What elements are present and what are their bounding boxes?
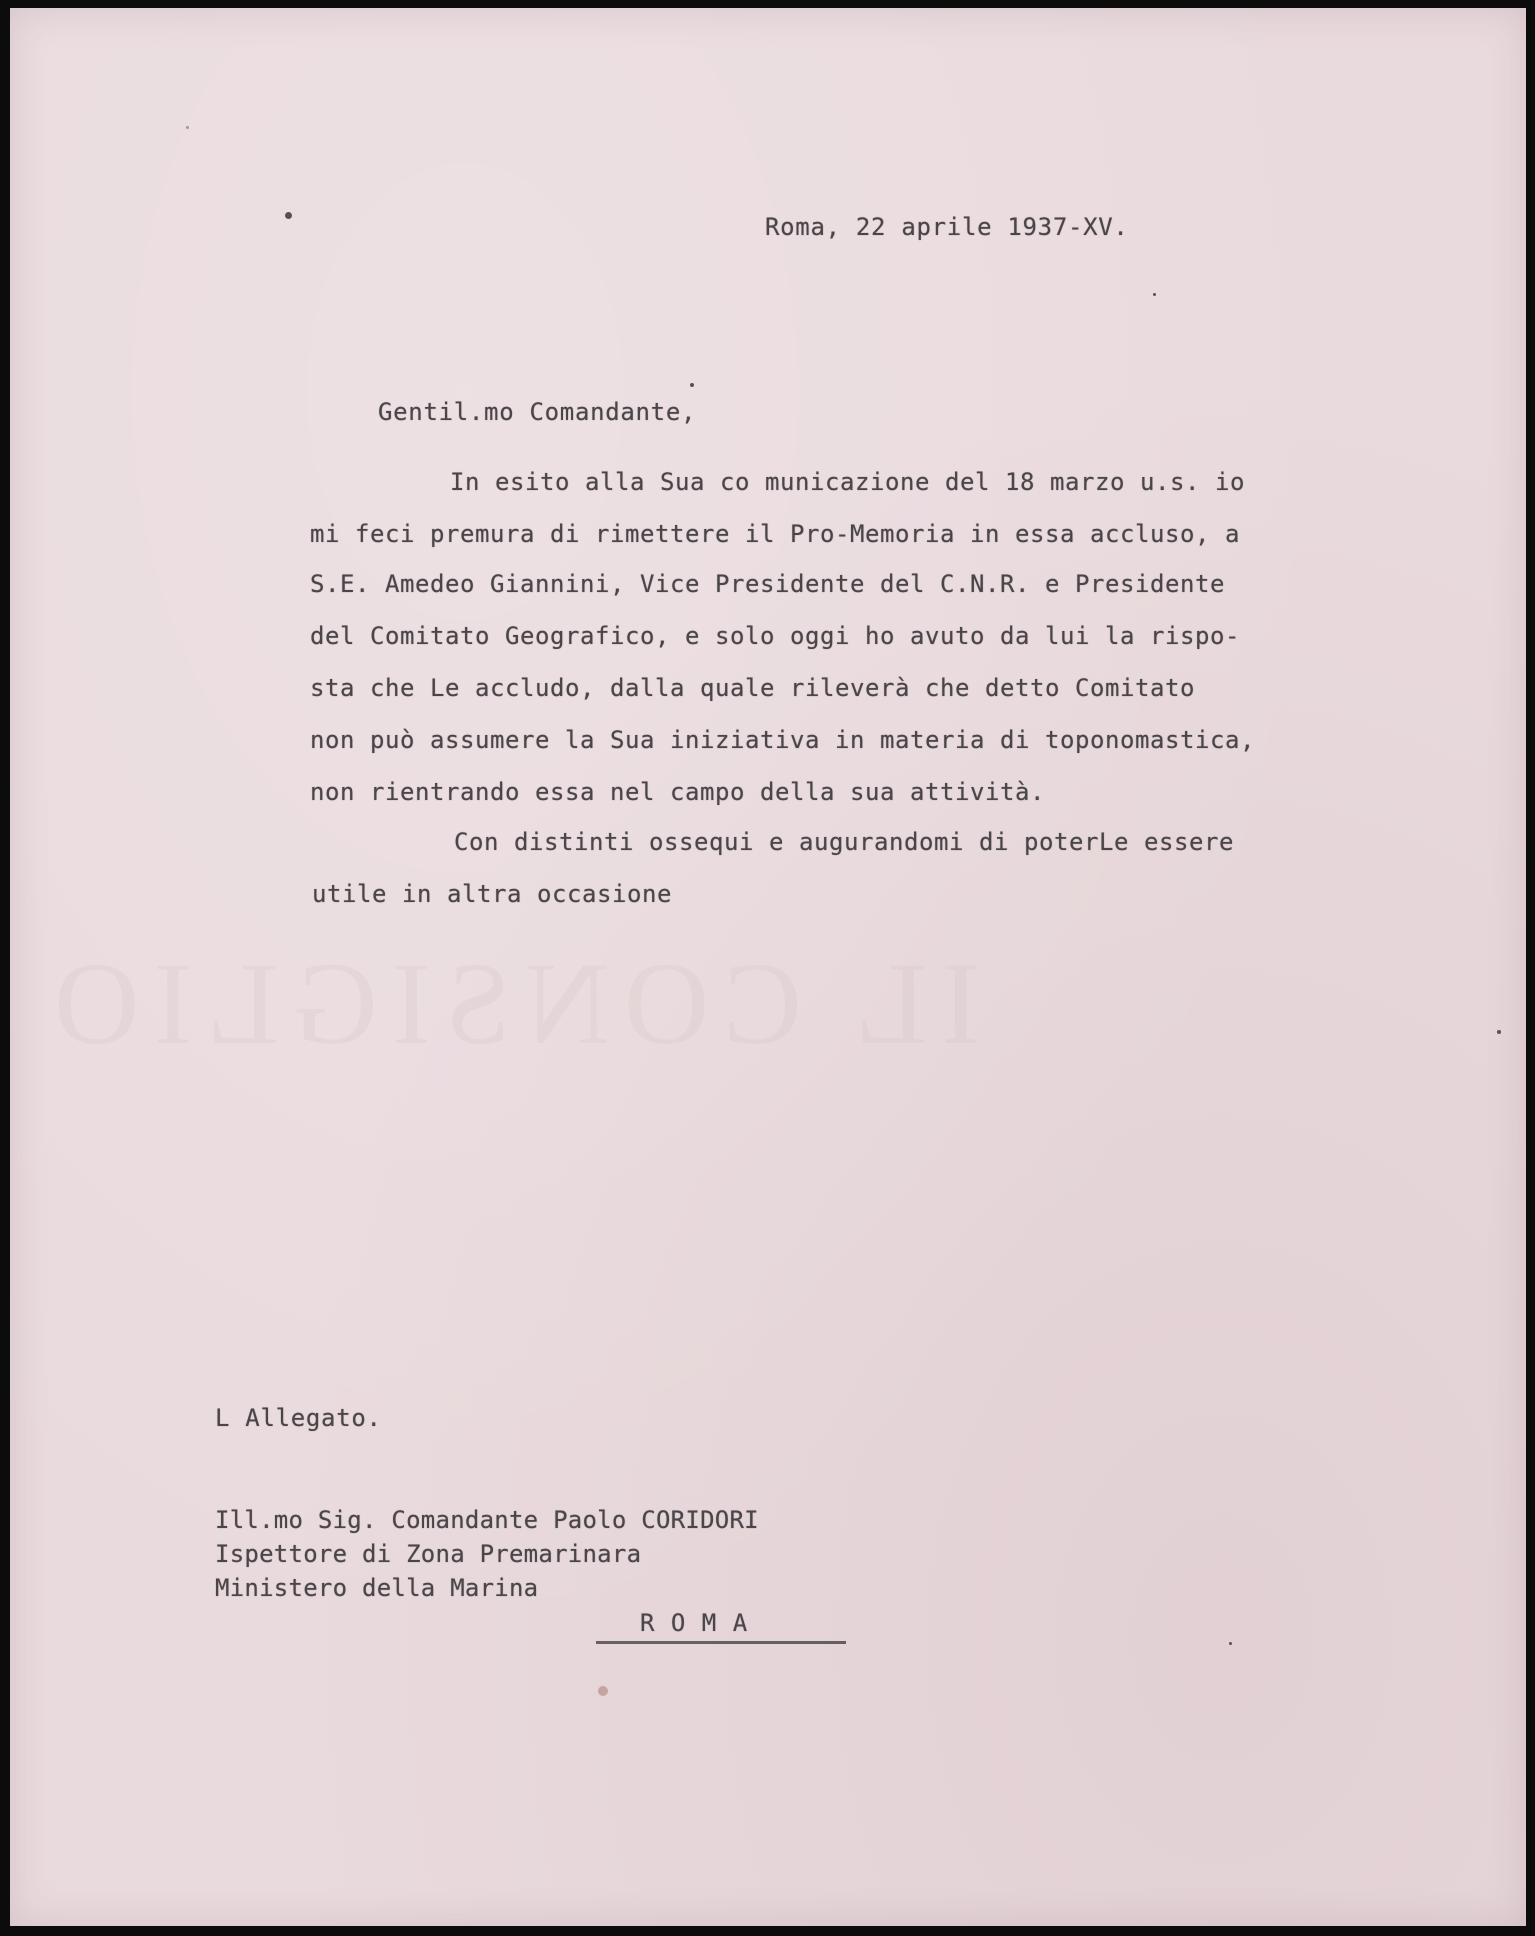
address-line: Ispettore di Zona Premarinara <box>215 1540 642 1568</box>
closing-line: Con distinti ossequi e augurandomi di poterLe essere <box>454 828 1234 856</box>
letter-page <box>10 8 1526 1926</box>
address-line: Ministero della Marina <box>215 1574 539 1602</box>
address-line: Ill.mo Sig. Comandante Paolo CORIDORI <box>215 1506 759 1534</box>
ink-speck <box>1229 1642 1232 1645</box>
body-line: del Comitato Geografico, e solo oggi ho avuto da lui la rispo- <box>310 622 1240 650</box>
body-line: non rientrando essa nel campo della sua attività. <box>310 778 1045 806</box>
ink-speck <box>1153 293 1156 296</box>
body-line: In esito alla Sua co municazione del 18 marzo u.s. io <box>450 468 1245 496</box>
body-line: S.E. Amedeo Giannini, Vice Presidente del C.N.R. e Presidente <box>310 570 1225 598</box>
enclosure-note: L Allegato. <box>215 1404 382 1432</box>
address-city: R O M A <box>640 1609 749 1637</box>
ink-speck <box>1497 1030 1501 1034</box>
letter-date: Roma, 22 aprile 1937-XV. <box>765 213 1129 241</box>
salutation: Gentil.mo Comandante, <box>378 398 697 426</box>
ink-speck <box>186 126 189 129</box>
ink-speck <box>598 1686 608 1696</box>
body-line: non può assumere la Sua iniziativa in materia di toponomastica, <box>310 726 1255 754</box>
bleed-through-shadow: IL CONSIGLIO <box>40 938 981 1069</box>
closing-line: utile in altra occasione <box>312 880 672 908</box>
body-line: mi feci premura di rimettere il Pro-Memoria in essa accluso, a <box>310 520 1240 548</box>
city-underline <box>596 1641 846 1644</box>
ink-speck <box>285 212 292 219</box>
ink-speck <box>690 383 694 387</box>
body-line: sta che Le accludo, dalla quale rileverà che detto Comitato <box>310 674 1195 702</box>
